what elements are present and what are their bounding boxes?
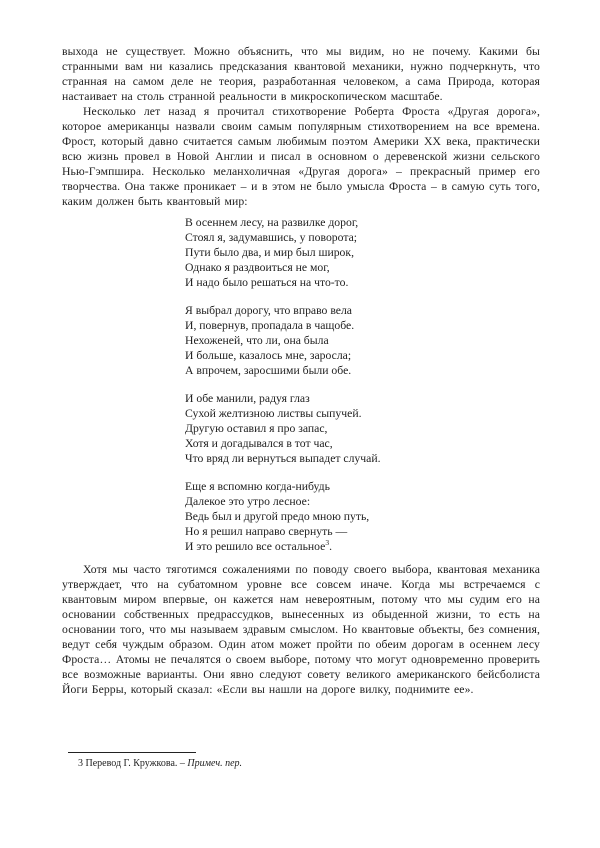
footnote-area — [62, 752, 540, 770]
poem-line: Еще я вспомню когда-нибудь — [185, 480, 330, 493]
poem-line: И надо было решаться на что-то. — [185, 276, 349, 289]
footnote-text — [62, 757, 540, 770]
poem-line: Хотя и догадывался в тот час, — [185, 437, 333, 450]
poem-line: Сухой желтизною листвы сыпучей. — [185, 407, 362, 420]
poem-block — [185, 215, 540, 554]
footnote-divider — [68, 752, 196, 753]
poem-line-suffix: . — [329, 540, 332, 553]
footnote-italic-note: Примеч. пер. — [187, 758, 243, 769]
poem-line: В осеннем лесу, на развилке дорог, — [185, 216, 359, 229]
footnote-body: Перевод Г. Кружкова. – — [83, 758, 188, 769]
paragraph-frost-intro: Несколько лет назад я прочитал стихотворение Роберта Фроста «Другая дорога», которое американцы назвали своим самым популярным стихотворением на все времена. Фрост, который давно считается самым любимым поэтом Америки XX века, практически всю жизнь провел в Новой Англии и писал в основном о деревенской жизни сельского Нью-Гэмпшира. Несколько меланхоличная «Другая дорога» – прекрасный пример его творчества. Она также проникает – и в этом не было умысла Фроста – в самую суть того, каким должен быть квантовый мир: — [62, 105, 540, 208]
poem-line-with-footnote-ref — [185, 539, 540, 554]
poem-line: Другую оставил я про запас, — [185, 422, 328, 435]
poem-line: Нехоженей, что ли, она была — [185, 334, 329, 347]
poem-line: Ведь был и другой предо мною путь, — [185, 510, 370, 523]
footnote-ref: 3 — [325, 538, 330, 548]
poem-line: Что вряд ли вернуться выпадет случай. — [185, 452, 381, 465]
poem-line: Однако я раздвоиться не мог, — [185, 261, 330, 274]
poem-line: Пути было два, и мир был широк, — [185, 246, 354, 259]
poem-line: Далекое это утро лесное: — [185, 495, 311, 508]
page-text-block — [62, 44, 540, 697]
poem-line: И обе манили, радуя глаз — [185, 392, 310, 405]
poem-line-text: И это решило все остальное — [185, 540, 326, 553]
poem-line: А впрочем, заросшими были обе. — [185, 364, 352, 377]
poem-line: И больше, казалось мне, заросла; — [185, 349, 352, 362]
poem-stanza-1 — [185, 215, 540, 290]
poem-line: Я выбрал дорогу, что вправо вела — [185, 304, 352, 317]
footnote-marker: 3 — [78, 758, 83, 769]
poem-stanza-3 — [185, 391, 540, 466]
poem-line: И, повернув, пропадала в чащобе. — [185, 319, 355, 332]
paragraph-continuation: выхода не существует. Можно объяснить, что мы видим, но не почему. Какими бы странными вам ни казались предсказания квантовой механики, нужно подчеркнуть, что странная на самом деле не теория, разработанная человеком, а сама Природа, которая настаивает на столь странной реальности в микроскопическом масштабе. — [62, 45, 540, 103]
paragraph-quantum-choice: Хотя мы часто тяготимся сожалениями по поводу своего выбора, квантовая механика утверждает, что на субатомном уровне все совсем иначе. Когда мы встречаемся с квантовым миром впервые, он кажется нам невероятным, потому что мы судим его на основании собственных предрассудков, вынесенных из обыденной жизни, то есть на основании того, что мы называем здравым смыслом. Но квантовые объекты, без сомнения, ведут себя чуждым образом. Один атом может пройти по обеим дорогам в осеннем лесу Фроста… Атомы не печалятся о своем выборе, потому что могут одновременно проверить все возможные варианты. Они явно следуют совету великого американского бейсболиста Йоги Берры, который сказал: «Если вы нашли на дороге вилку, поднимите ее». — [62, 563, 540, 696]
poem-line: Стоял я, задумавшись, у поворота; — [185, 231, 358, 244]
poem-stanza-2 — [185, 303, 540, 378]
poem-stanza-4 — [185, 479, 540, 554]
poem-line: Но я решил направо свернуть — — [185, 525, 348, 538]
